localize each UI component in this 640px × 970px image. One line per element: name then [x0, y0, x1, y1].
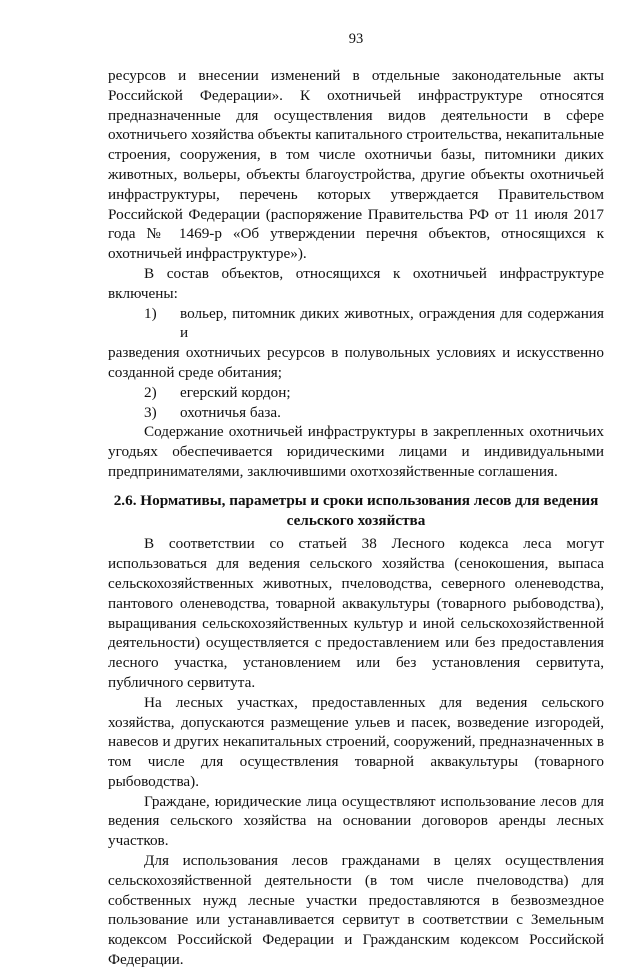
list-item-text: охотничья база.: [180, 403, 281, 421]
paragraph-2: В состав объектов, относящихся к охотничьей инфраструктуре включены:: [108, 264, 604, 302]
list-item-2: [108, 383, 604, 403]
page-number: 93: [348, 31, 364, 47]
paragraph-7: Для использования лесов гражданами в целях осуществления сельскохозяйственной деятельности (в том числе пчеловодства) для собственных нужд лесные участки предоставляются в безвозмездное пользование или устанавливается сервитут в соответствии с Земельным кодексом Российской Федерации и Гражданским кодексом Российской Федерации.: [108, 852, 604, 969]
list-item-1: [108, 304, 604, 344]
list-item-number: 3): [144, 403, 157, 421]
page-text: [108, 66, 604, 970]
list-item-text: вольер, питомник диких животных, ограждения для содержания и: [180, 304, 604, 342]
paragraph-4: В соответствии со статьей 38 Лесного кодекса леса могут использоваться для ведения сельского хозяйства (сенокошения, выпаса сельскохозяйственных животных, пчеловодства, северного оленеводства, пантового оленеводства, товарной аквакультуры (товарного рыбоводства), выращивания сельскохозяйственных культур и иной сельскохозяйственной деятельности) осуществляется с предоставлением или без предоставления лесного участка, установлением или без установления сервитута, публичного сервитута.: [108, 535, 604, 691]
list-item-1-continuation: разведения охотничьих ресурсов в полувольных условиях и искусственно созданной среде обитания;: [108, 344, 604, 381]
paragraph-3: Содержание охотничьей инфраструктуры в закрепленных охотничьих угодьях обеспечивается юридическими лицами и индивидуальными предпринимателями, заключившими охотхозяйственные соглашения.: [108, 423, 604, 480]
paragraph-1: ресурсов и внесении изменений в отдельные законодательные акты Российской Федерации». К охотничьей инфраструктуре относятся предназначенные для осуществления видов деятельности в сфере охотничьего хозяйства объекты капитального строительства, некапитальные строения, сооружения, в том числе охотничьи базы, питомники диких животных, вольеры, объекты благоустройства, другие объекты охотничьей инфраструктуры, перечень которых утверждается Правительством Российской Федерации (распоряжение Правительства РФ от 11 июля 2017 года № 1469-р «Об утверждении перечня объектов, относящихся к охотничьей инфраструктуре»).: [108, 67, 604, 263]
list-item-number: 2): [144, 383, 157, 401]
section-heading: 2.6. Нормативы, параметры и сроки использования лесов для ведения сельского хозяйства: [113, 491, 599, 529]
list-item-number: 1): [144, 304, 157, 322]
paragraph-6: Граждане, юридические лица осуществляют использование лесов для ведения сельского хозяйства на основании договоров аренды лесных участков.: [108, 792, 604, 850]
list-item-3: [108, 403, 604, 423]
paragraph-5: На лесных участках, предоставленных для ведения сельского хозяйства, допускаются размещение ульев и пасек, возведение изгородей, навесов и других некапитальных строений, сооружений, предназначенных в том числе для осуществления товарной аквакультуры (товарного рыбоводства).: [108, 693, 604, 790]
list-item-text: егерский кордон;: [180, 383, 291, 401]
